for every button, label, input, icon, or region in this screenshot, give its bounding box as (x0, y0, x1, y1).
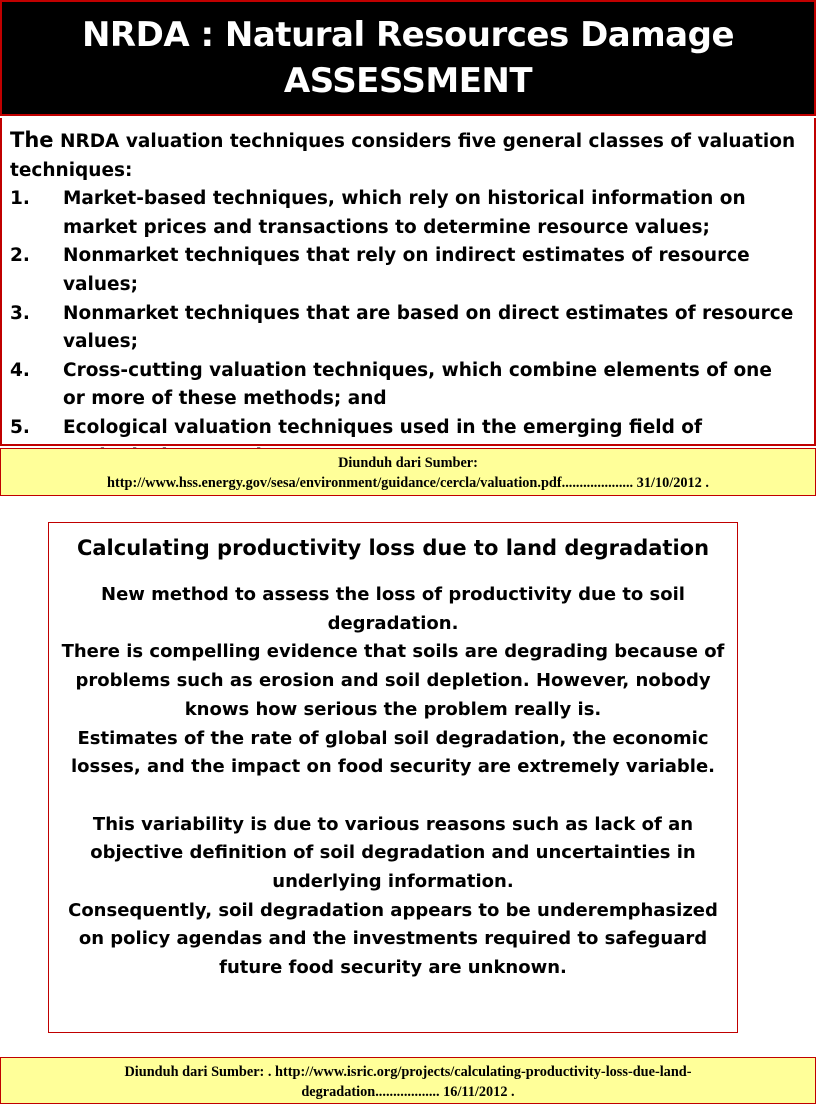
source-citation-1 (0, 448, 816, 496)
list-item (10, 300, 800, 357)
source-citation-2 (0, 1057, 816, 1104)
list-item (10, 185, 800, 242)
intro-lead-first-word: The (10, 128, 54, 152)
productivity-loss-article (48, 522, 738, 1033)
list-item-number: 2. (10, 245, 30, 267)
article-paragraph-5: Consequently, soil degradation appears to be underemphasized on policy agendas and the investments required to safeguard future food security are unknown. (68, 899, 718, 979)
list-item-number: 3. (10, 302, 30, 324)
list-item-number: 5. (10, 416, 30, 438)
intro-lead-text: NRDA valuation techniques considers five general classes of valuation techniques: (10, 131, 796, 181)
list-item-text: Cross-cutting valuation techniques, which combine elements of one or more of these methods; and (63, 359, 772, 410)
list-item-text: Market-based techniques, which rely on historical information on market prices and transactions to determine resource values; (63, 188, 746, 238)
list-item-number: 4. (10, 359, 30, 381)
source-label: Diunduh dari Sumber: (338, 455, 478, 471)
source-link-line-2[interactable]: degradation.................. 16/11/2012 . (301, 1084, 515, 1100)
page-title-line-2: ASSESSMENT (283, 61, 533, 101)
title-banner (0, 0, 816, 116)
article-paragraph-2: There is compelling evidence that soils are degrading because of problems such as erosion and soil depletion. However, nobody knows how serious the problem really is. (61, 641, 725, 720)
list-item (10, 242, 800, 299)
list-item (10, 357, 800, 414)
source-link[interactable]: http://www.hss.energy.gov/sesa/environment/guidance/cercla/valuation.pdf.................... 31/10/2012 . (107, 475, 709, 491)
page-title-line-1: NRDA : Natural Resources Damage (81, 15, 735, 55)
valuation-techniques-list (10, 185, 800, 471)
list-item-text: Nonmarket techniques that rely on indirect estimates of resource values; (63, 245, 750, 295)
nrda-intro-box (0, 118, 816, 446)
article-paragraph-4: This variability is due to various reasons such as lack of an objective definition of soil degradation and uncertainties in underlying information. (90, 813, 696, 893)
article-heading: Calculating productivity loss due to land degradation (76, 536, 710, 560)
article-paragraph-1: New method to assess the loss of productivity due to soil degradation. (101, 584, 685, 634)
list-item-text: Nonmarket techniques that are based on direct estimates of resource values; (63, 302, 794, 353)
source-link-line-1[interactable]: Diunduh dari Sumber: . http://www.isric.org/projects/calculating-productivity-loss-due-land- (124, 1064, 692, 1080)
intro-lead (10, 126, 800, 185)
list-item-text: Ecological valuation techniques used in the emerging field of (63, 416, 703, 438)
list-item-number: 1. (10, 188, 30, 210)
article-paragraph-3: Estimates of the rate of global soil degradation, the economic losses, and the impact on food security are extremely variable. (70, 727, 716, 778)
paragraph-spacer (57, 782, 729, 811)
